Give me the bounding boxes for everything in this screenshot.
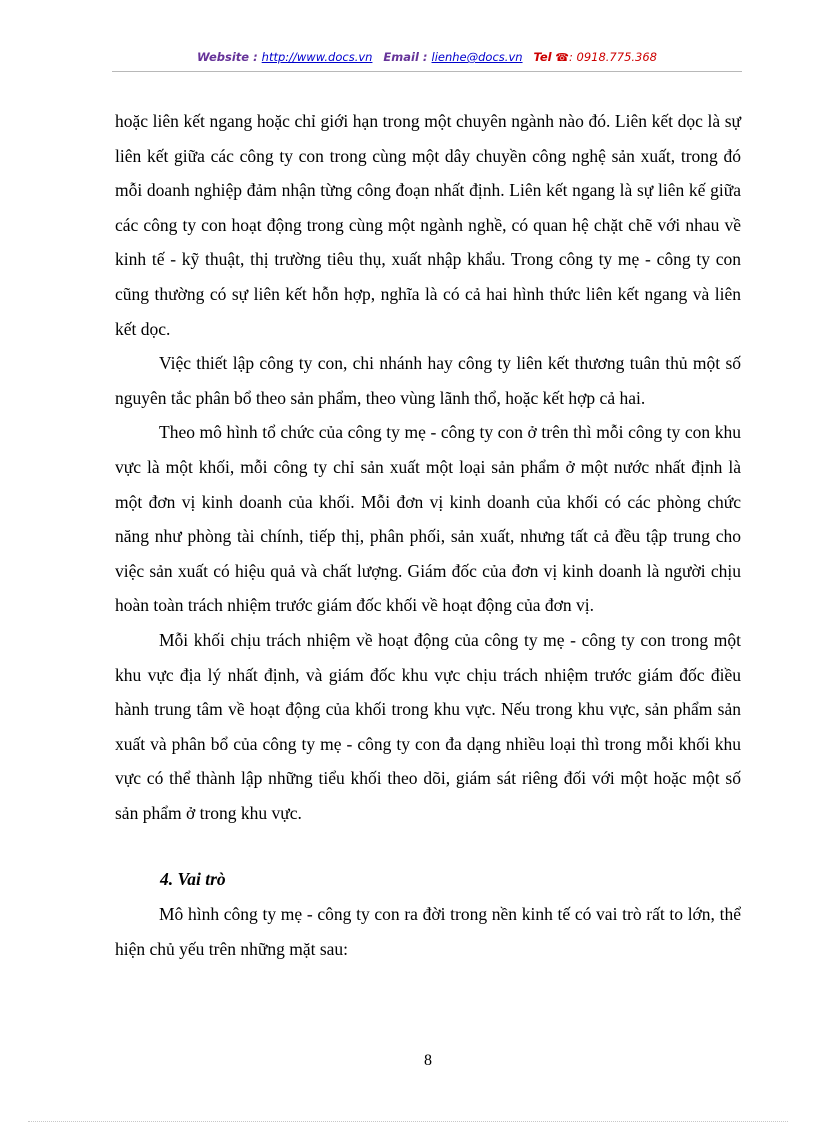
body-paragraph-4: Mỗi khối chịu trách nhiệm về hoạt động của công ty mẹ - công ty con trong một khu vực địa lý nhất định, và giám đốc khu vực chịu trách nhiệm trước giám đốc điều hành trung tâm về hoạt động của khối trong khu vực. Nếu trong khu vực, sản phẩm sản xuất và phân bổ của công ty mẹ - công ty con đa dạng nhiều loại thì trong mỗi khối khu vực có thể thành lập những tiểu khối theo dõi, giám sát riêng đối với một hoặc một số sản phẩm ở trong khu vực. <box>115 629 741 823</box>
body-paragraph-3: Theo mô hình tổ chức của công ty mẹ - công ty con ở trên thì mỗi công ty con khu vực là một khối, mỗi công ty chỉ sản xuất một loại sản phẩm ở một nước nhất định là một đơn vị kinh doanh của khối. Mỗi đơn vị kinh doanh của khối có các phòng chức năng như phòng tài chính, tiếp thị, phân phối, sản xuất, nhưng tất cả đều tập trung cho việc sản xuất có hiệu quả và chất lượng. Giám đốc của đơn vị kinh doanh là người chịu hoàn toàn trách nhiệm trước giám đốc khối về hoạt động của đơn vị. <box>115 422 741 616</box>
body-paragraph-1: hoặc liên kết ngang hoặc chỉ giới hạn trong một chuyên ngành nào đó. Liên kết dọc là sự liên kết giữa các công ty con trong cùng một dây chuyền công nghệ sản xuất, trong đó mỗi doanh nghiệp đảm nhận từng công đoạn nhất định. Liên kết ngang là sự liên kế giữa các công ty con hoạt động trong cùng một ngành nghề, có quan hệ chặt chẽ với nhau về kinh tế - kỹ thuật, thị trường tiêu thụ, xuất nhập khẩu. Trong công ty mẹ - công ty con cũng thường có sự liên kết hỗn hợp, nghĩa là có cả hai hình thức liên kết ngang và liên kết dọc. <box>115 111 741 339</box>
email-separator: : <box>418 50 432 64</box>
page-number: 8 <box>424 1052 432 1069</box>
section-heading: 4. Vai trò <box>160 869 226 890</box>
document-body <box>115 104 741 966</box>
page-header <box>112 50 742 64</box>
website-link[interactable]: http://www.docs.vn <box>261 50 373 64</box>
website-label: Website : <box>197 50 262 64</box>
email-link[interactable]: lienhe@docs.vn <box>431 50 523 64</box>
email-label: Email <box>383 50 419 64</box>
body-paragraph-2: Việc thiết lập công ty con, chi nhánh hay công ty liên kết thương tuân thủ một số nguyên tắc phân bổ theo sản phẩm, theo vùng lãnh thổ, hoặc kết hợp cả hai. <box>115 353 741 408</box>
tel-number: : 0918.775.368 <box>568 50 657 64</box>
phone-icon: ☎ <box>555 51 569 64</box>
page-bottom-border <box>28 1121 788 1122</box>
header-divider <box>112 71 742 72</box>
section-paragraph: Mô hình công ty mẹ - công ty con ra đời trong nền kinh tế có vai trò rất to lớn, thể hiện chủ yếu trên những mặt sau: <box>115 904 741 959</box>
tel-label: Tel <box>533 50 552 64</box>
